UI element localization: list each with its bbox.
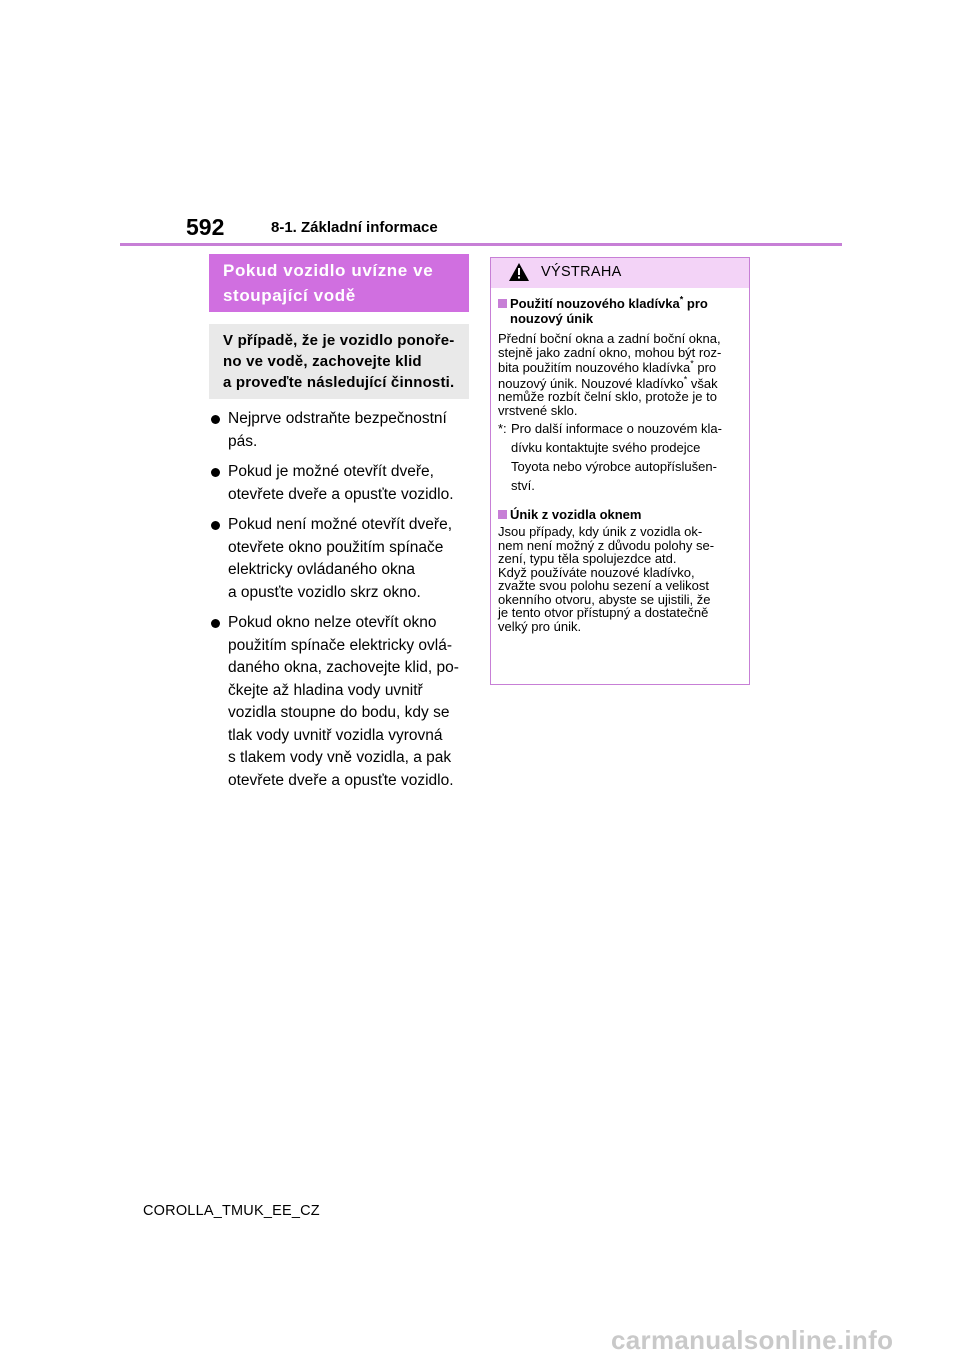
warning-title: VÝSTRAHA — [541, 264, 622, 280]
paragraph-line: zení, typu těla spolujezdce atd. — [498, 551, 677, 566]
warning-paragraph — [498, 332, 744, 417]
bullet-icon — [211, 521, 220, 530]
intro-box — [209, 324, 469, 399]
warning-paragraph — [498, 525, 744, 633]
warning-content — [498, 296, 744, 633]
list-item — [209, 461, 474, 506]
intro-line: a proveďte následující činnosti. — [223, 374, 455, 391]
paragraph-line: zvažte svou polohu sezení a velikost — [498, 578, 710, 593]
list-line: otevřete dveře a opusťte vozidlo. — [228, 485, 454, 503]
section-heading — [209, 254, 469, 312]
bullet-icon — [211, 468, 220, 477]
list-item — [209, 408, 474, 453]
square-bullet-icon — [498, 299, 507, 308]
paragraph-line: Když používáte nouzové kladívko, — [498, 564, 695, 580]
paragraph-line: vrstvené sklo. — [498, 402, 578, 418]
list-line: daného okna, zachovejte klid, po- — [228, 659, 459, 676]
warning-box — [490, 257, 750, 685]
paragraph-line: Jsou případy, kdy únik z vozidla ok- — [498, 524, 703, 539]
paragraph-line: okenního otvoru, abyste se ujistili, že — [498, 591, 711, 607]
list-line: pás. — [228, 432, 258, 450]
paragraph-line: nem není možný z důvodu polohy se- — [498, 537, 715, 553]
footnote-mark: *: — [498, 421, 507, 436]
list-line: otevřete dveře a opusťte vozidlo. — [228, 771, 454, 789]
document-code: COROLLA_TMUK_EE_CZ — [143, 1203, 320, 1219]
list-line: Nejprve odstraňte bezpečnostní — [228, 410, 447, 427]
list-item — [209, 612, 474, 792]
footnote — [498, 419, 744, 495]
list-line: použitím spínače elektricky ovlá- — [228, 636, 452, 654]
list-line: otevřete okno použitím spínače — [228, 538, 444, 556]
warning-triangle-icon — [509, 263, 529, 281]
footnote-line: ství. — [511, 478, 535, 493]
subheading-text: pro — [683, 296, 708, 311]
paragraph-line: je tento otvor přístupný a dostatečně — [498, 605, 709, 620]
subheading-text: Únik z vozidla oknem — [510, 507, 642, 522]
footnote-star: * — [679, 294, 684, 305]
paragraph-line: velký pro únik. — [498, 618, 582, 634]
watermark: carmanualsonline.info — [611, 1325, 894, 1355]
square-bullet-icon — [498, 510, 507, 519]
list-line: a opusťte vozidlo skrz okno. — [228, 583, 421, 601]
instruction-list — [209, 400, 474, 792]
paragraph-line: nouzový únik. Nouzové kladívko — [498, 375, 684, 391]
intro-line: V případě, že je vozidlo ponoře- — [223, 332, 455, 349]
paragraph-line: bita použitím nouzového kladívka — [498, 360, 691, 375]
list-line: čkejte až hladina vody uvnitř — [228, 681, 423, 699]
section-title: 8-1. Základní informace — [271, 219, 438, 236]
warning-subheading — [498, 296, 744, 326]
bullet-icon — [211, 415, 220, 424]
footnote-star: * — [690, 358, 694, 369]
intro-line: no ve vodě, zachovejte klid — [223, 353, 422, 370]
list-line: Pokud není možné otevřít dveře, — [228, 516, 453, 533]
list-line: Pokud okno nelze otevřít okno — [228, 614, 437, 631]
list-line: Pokud je možné otevřít dveře, — [228, 463, 434, 480]
header-divider — [120, 243, 842, 246]
heading-line: stoupající vodě — [223, 286, 356, 305]
heading-line: Pokud vozidlo uvízne ve — [223, 261, 434, 280]
paragraph-line: Přední boční okna a zadní boční okna, — [498, 331, 721, 346]
footnote-line: dívku kontaktujte svého prodejce — [511, 440, 701, 455]
paragraph-line: však — [687, 375, 718, 391]
footnote-line: Toyota nebo výrobce autopříslušen- — [511, 459, 717, 474]
footnote-star: * — [683, 374, 688, 385]
list-line: tlak vody uvnitř vozidla vyrovná — [228, 726, 443, 744]
paragraph-line: stejně jako zadní okno, mohou být roz- — [498, 344, 722, 360]
page-number: 592 — [186, 214, 225, 240]
list-line: elektricky ovládaného okna — [228, 561, 415, 578]
bullet-icon — [211, 619, 220, 628]
list-line: s tlakem vody vně vozidla, a pak — [228, 749, 452, 766]
subheading-text: nouzový únik — [510, 311, 594, 326]
list-line: vozidla stoupne do bodu, kdy se — [228, 704, 450, 721]
warning-header — [491, 258, 749, 288]
paragraph-line: nemůže rozbít čelní sklo, protože je to — [498, 389, 717, 404]
warning-subheading — [498, 507, 744, 522]
paragraph-line: pro — [693, 360, 717, 375]
subheading-text: Použití nouzového kladívka — [510, 296, 680, 311]
footnote-line: Pro další informace o nouzovém kla- — [511, 421, 722, 436]
list-item — [209, 514, 474, 604]
